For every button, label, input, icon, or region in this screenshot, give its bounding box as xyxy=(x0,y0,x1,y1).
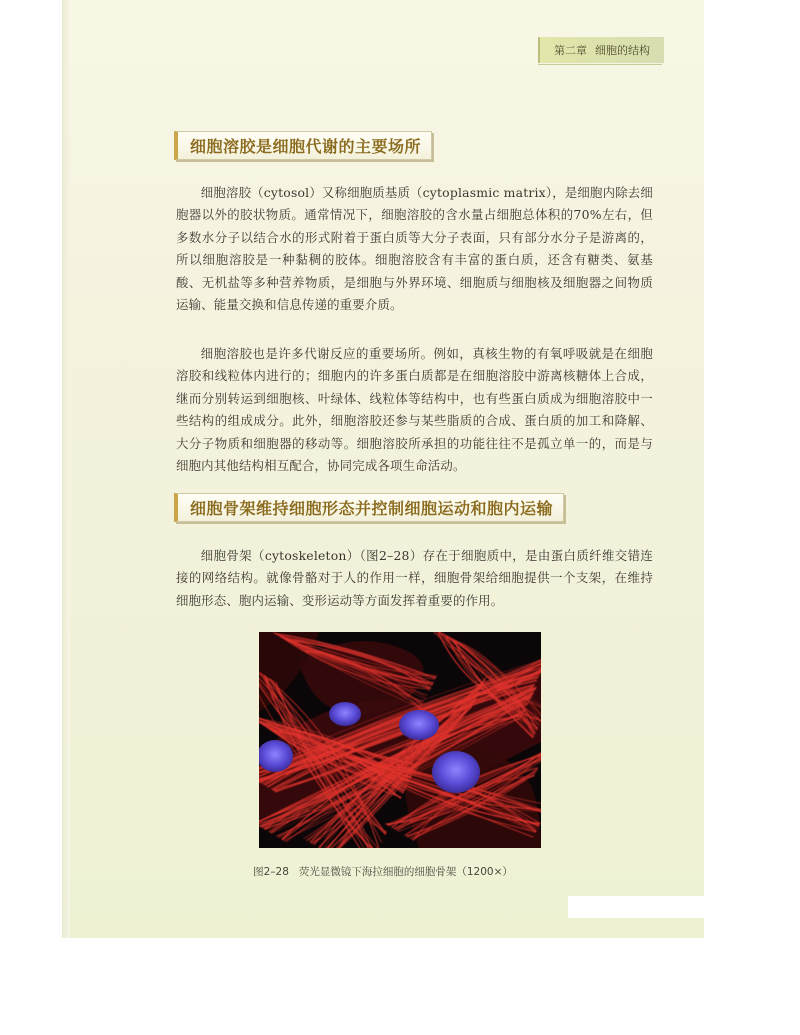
figure-caption-text: 荧光显微镜下海拉细胞的细胞骨架（1200×） xyxy=(298,866,513,878)
figure-number: 图2–28 xyxy=(253,866,289,878)
figure-hela-cytoskeleton-micrograph xyxy=(259,632,541,848)
page-corner-mask xyxy=(568,896,704,918)
figure-caption xyxy=(62,864,704,879)
paragraph-cytosol-metabolism: 细胞溶胶也是许多代谢反应的重要场所。例如，真核生物的有氧呼吸就是在细胞溶胶和线粒体内进行的；细胞内的许多蛋白质都是在细胞溶胶中游离核糖体上合成，继而分别转运到细胞核、叶绿体、线粒体等结构中，也有些蛋白质成为细胞溶胶中一些结构的组成成分。此外，细胞溶胶还参与某些脂质的合成、蛋白质的加工和降解、大分子物质和细胞器的移动等。细胞溶胶所承担的功能往往不是孤立单一的，而是与细胞内其他结构相互配合，协同完成各项生命活动。 xyxy=(176,346,653,474)
running-head-rule xyxy=(538,64,662,65)
paragraph-cytosol-definition: 细胞溶胶（cytosol）又称细胞质基质（cytoplasmic matrix），是细胞内除去细胞器以外的胶状物质。通常情况下，细胞溶胶的含水量占细胞总体积的70%左右，但多数水分子以结合水的形式附着于蛋白质等大分子表面，只有部分水分子是游离的，所以细胞溶胶是一种黏稠的胶体。细胞溶胶含有丰富的蛋白质，还含有糖类、氨基酸、无机盐等多种营养物质，是细胞与外界环境、细胞质与细胞核及细胞器之间物质运输、能量交换和信息传递的重要介质。 xyxy=(176,185,653,313)
section-heading-cytoskeleton: 细胞骨架维持细胞形态并控制细胞运动和胞内运输 xyxy=(174,493,564,522)
page-binding-strip xyxy=(62,0,70,938)
chapter-title: 细胞的结构 xyxy=(595,44,650,57)
cell-nucleus xyxy=(329,702,361,726)
section-heading-cytosol: 细胞溶胶是细胞代谢的主要场所 xyxy=(174,131,432,160)
running-head xyxy=(538,37,664,63)
chapter-number: 第二章 xyxy=(554,44,587,57)
cell-nucleus xyxy=(399,710,439,740)
cell-nucleus xyxy=(432,751,480,793)
micrograph-image xyxy=(259,632,541,848)
textbook-page xyxy=(62,0,704,938)
paragraph-cytoskeleton: 细胞骨架（cytoskeleton）（图2–28）存在于细胞质中，是由蛋白质纤维交错连接的网络结构。就像骨骼对于人的作用一样，细胞骨架给细胞提供一个支架，在维持细胞形态、胞内运输、变形运动等方面发挥着重要的作用。 xyxy=(176,548,653,608)
